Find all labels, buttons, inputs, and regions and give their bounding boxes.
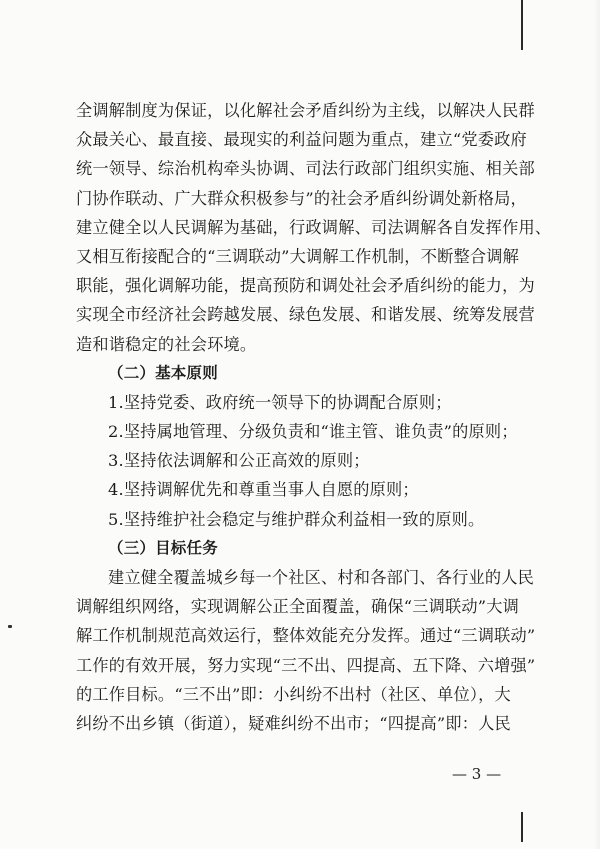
- text-line: 4.坚持调解优先和尊重当事人自愿的原则；: [108, 480, 419, 500]
- page-number: — 3 —: [452, 765, 502, 783]
- text-line: 众最关心、最直接、最现实的利益问题为重点，建立“党委政府: [76, 130, 527, 150]
- text-line: 调解组织网络，实现调解公正全面覆盖，确保“三调联动”大调: [76, 597, 520, 617]
- section-heading: （三）目标任务: [108, 538, 218, 557]
- text-line: 统一领导、综治机构牵头协调、司法行政部门组织实施、相关部: [76, 159, 535, 179]
- text-line: 造和谐稳定的社会环境。: [76, 334, 257, 354]
- text-line: 实现全市经济社会跨越发展、绿色发展、和谐发展、统筹发展营: [76, 305, 535, 325]
- binding-mark-top: [521, 0, 523, 50]
- text-line: 又相互衔接配合的“三调联动”大调解工作机制，不断整合调解: [76, 246, 520, 266]
- body-text: [76, 96, 552, 738]
- text-line: 全调解制度为保证，以化解社会矛盾纠纷为主线，以解决人民群: [76, 101, 535, 120]
- section-heading: （二）基本原则: [108, 363, 218, 382]
- text-line: 纠纷不出乡镇（街道），疑难纠纷不出市；“四提高”即：人民: [76, 713, 511, 733]
- text-line: 建立健全以人民调解为基础，行政调解、司法调解各自发挥作用、: [76, 217, 552, 237]
- text-line: 的工作目标。“三不出”即：小纠纷不出村（社区、单位），大: [76, 684, 511, 704]
- text-line: 建立健全覆盖城乡每一个社区、村和各部门、各行业的人民: [108, 568, 535, 587]
- text-line: 工作的有效开展，努力实现“三不出、四提高、五下降、六增强”: [76, 655, 536, 675]
- scan-edge-shading: [594, 0, 600, 849]
- scan-speck: [8, 625, 12, 628]
- binding-mark-bottom: [521, 812, 523, 842]
- text-line: 解工作机制规范高效运行，整体效能充分发挥。通过“三调联动”: [76, 626, 536, 646]
- text-line: 5.坚持维护社会稳定与维护群众利益相一致的原则。: [108, 509, 485, 529]
- text-line: 门协作联动、广大群众积极参与”的社会矛盾纠纷调处新格局，: [76, 188, 527, 208]
- text-line: 3.坚持依法调解和公正高效的原则；: [108, 451, 370, 471]
- text-line: 职能，强化调解功能，提高预防和调处社会矛盾纠纷的能力，为: [76, 276, 535, 296]
- text-line: 1.坚持党委、政府统一领导下的协调配合原则；: [108, 392, 452, 412]
- text-line: 2.坚持属地管理、分级负责和“谁主管、谁负责”的原则；: [108, 422, 518, 442]
